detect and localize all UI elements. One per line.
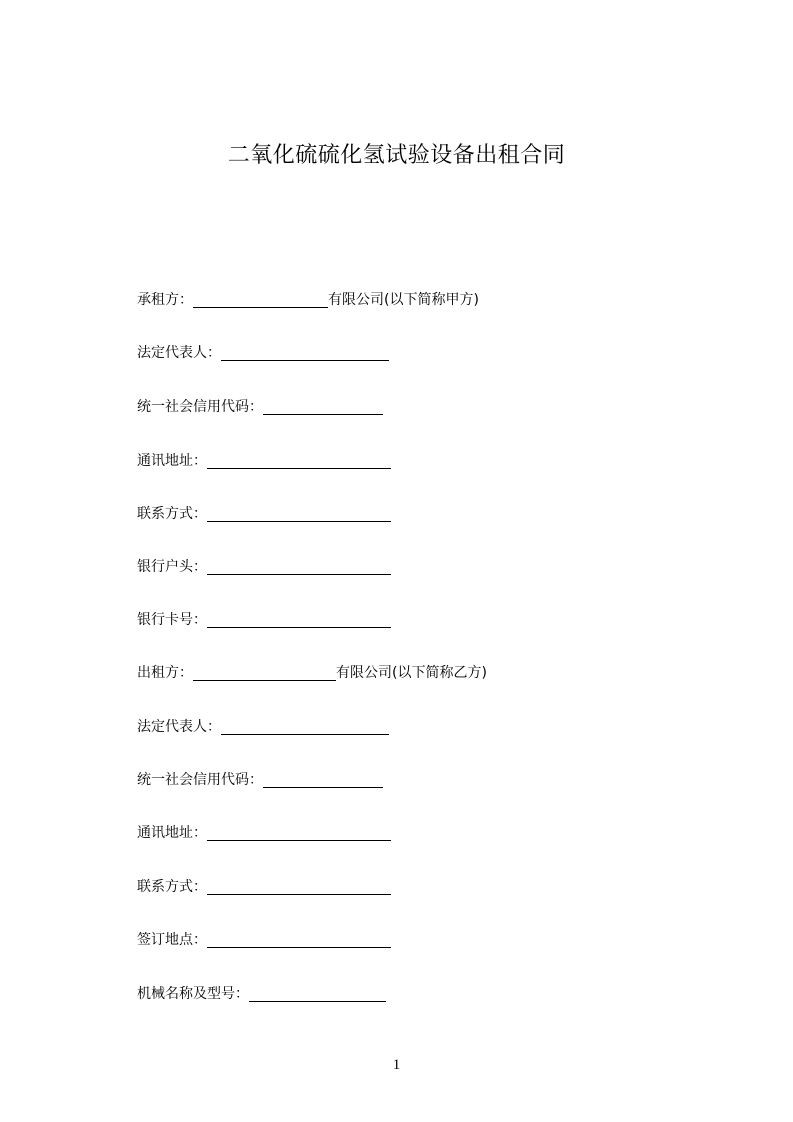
machine-blank[interactable] [249,985,386,1002]
lessee-credit-code-blank[interactable] [263,398,383,415]
lessor-legal-rep-label: 法定代表人： [137,719,221,735]
lessee-contact-row [137,503,391,525]
lessee-legal-rep-label: 法定代表人： [137,345,221,361]
lessor-label: 出租方： [137,665,193,681]
lessee-name-blank[interactable] [193,291,328,308]
lessor-legal-rep-blank[interactable] [221,718,389,735]
lessee-address-blank[interactable] [207,452,391,469]
lessor-credit-code-label: 统一社会信用代码： [137,772,263,788]
lessor-contact-label: 联系方式： [137,879,207,895]
lessee-bank-account-name-label: 银行户头： [137,559,207,575]
lessee-credit-code-label: 统一社会信用代码： [137,399,263,415]
lessor-contact-blank[interactable] [207,878,391,895]
lessee-legal-rep-row [137,342,389,364]
lessee-bank-card-blank[interactable] [207,611,391,628]
lessee-legal-rep-blank[interactable] [221,344,389,361]
lessor-credit-code-blank[interactable] [263,771,383,788]
lessor-address-blank[interactable] [207,824,391,841]
lessee-address-row [137,450,391,472]
lessee-contact-blank[interactable] [207,505,391,522]
lessee-suffix: 有限公司(以下简称甲方) [328,292,479,308]
lessor-suffix: 有限公司(以下简称乙方) [336,665,487,681]
lessee-address-label: 通讯地址： [137,453,207,469]
machine-label: 机械名称及型号： [137,986,249,1002]
lessee-bank-account-name-blank[interactable] [207,558,391,575]
lessee-row [137,289,479,311]
signing-place-label: 签订地点： [137,932,207,948]
lessor-address-row [137,822,391,844]
signing-place-blank[interactable] [207,931,391,948]
lessor-contact-row [137,876,391,898]
document-title: 二氧化硫硫化氢试验设备出租合同 [227,143,566,168]
lessee-contact-label: 联系方式： [137,506,207,522]
lessor-legal-rep-row [137,716,389,738]
page-number: 1 [392,1057,401,1073]
lessor-row [137,662,487,684]
lessor-name-blank[interactable] [193,664,336,681]
lessee-bank-card-label: 银行卡号： [137,612,207,628]
lessee-credit-code-row [137,396,383,418]
lessee-label: 承租方： [137,292,193,308]
lessor-address-label: 通讯地址： [137,825,207,841]
lessee-bank-card-row [137,609,391,631]
lessor-credit-code-row [137,769,383,791]
signing-place-row [137,929,391,951]
lessee-bank-account-name-row [137,556,391,578]
machine-row [137,983,386,1005]
